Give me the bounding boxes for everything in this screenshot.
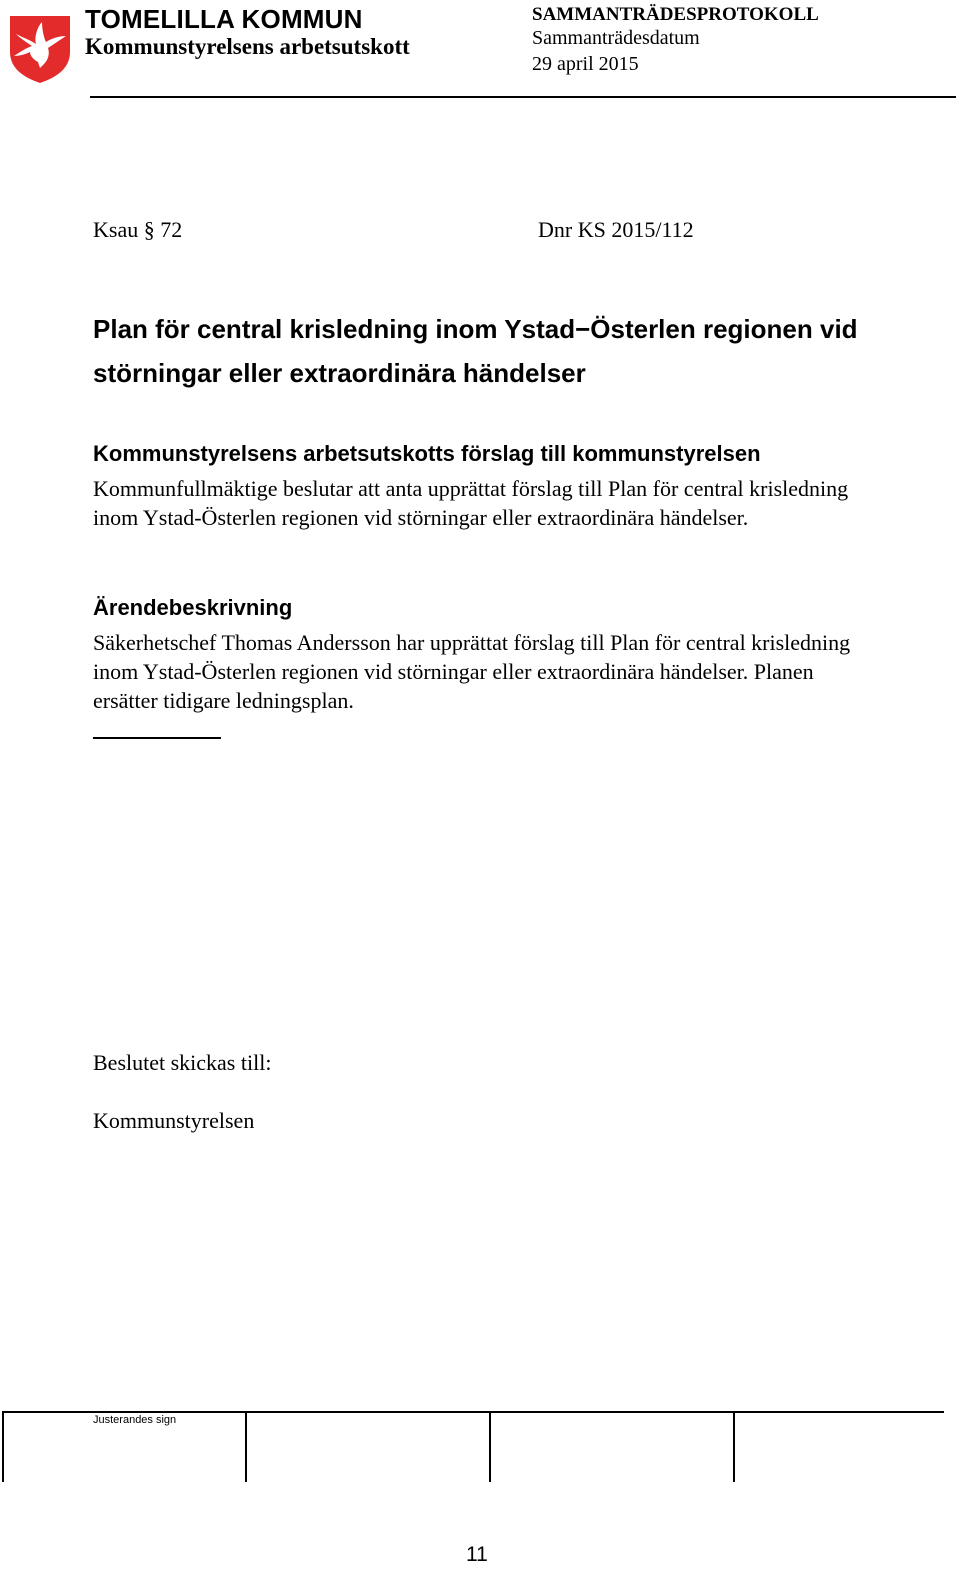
signature-box-border [489, 1412, 491, 1482]
document-type: SAMMANTRÄDESPROTOKOLL [532, 4, 819, 25]
signature-table-top [2, 1411, 944, 1413]
header-divider [90, 96, 956, 98]
signature-box-border [245, 1412, 247, 1482]
proposal-heading: Kommunstyrelsens arbetsutskotts förslag till kommunstyrelsen [93, 441, 761, 466]
distribution-label: Beslutet skickas till: [93, 1050, 272, 1075]
signature-box-border [733, 1412, 735, 1482]
page-number: 11 [466, 1543, 488, 1566]
committee-name: Kommunstyrelsens arbetsutskott [85, 34, 410, 59]
signature-box-border [2, 1412, 4, 1482]
diary-number: Dnr KS 2015/112 [538, 217, 694, 242]
paragraph-reference: Ksau § 72 [93, 217, 183, 242]
organization-name: TOMELILLA KOMMUN [85, 4, 363, 34]
coat-of-arms-logo [8, 14, 72, 84]
distribution-recipient: Kommunstyrelsen [93, 1108, 255, 1133]
section-divider [93, 737, 221, 739]
description-heading: Ärendebeskrivning [93, 595, 293, 620]
page-title: Plan för central krisledning inom Ystad−Österlen regionen vid störningar eller extraordinära händelser [93, 314, 858, 388]
meeting-date: 29 april 2015 [532, 53, 639, 75]
proposal-text: Kommunfullmäktige beslutar att anta upprättat förslag till Plan för central krisledning inom Ystad-Österlen regionen vid störningar eller extraordinära händelser. [93, 476, 849, 530]
signature-label: Justerandes sign [93, 1414, 177, 1426]
description-text: Säkerhetschef Thomas Andersson har upprättat förslag till Plan för central krisledning inom Ystad-Österlen regionen vid störningar eller extraordinära händelser. Planen ersätter tidigare ledningsplan. [93, 630, 851, 713]
meeting-date-label: Sammanträdesdatum [532, 27, 700, 49]
